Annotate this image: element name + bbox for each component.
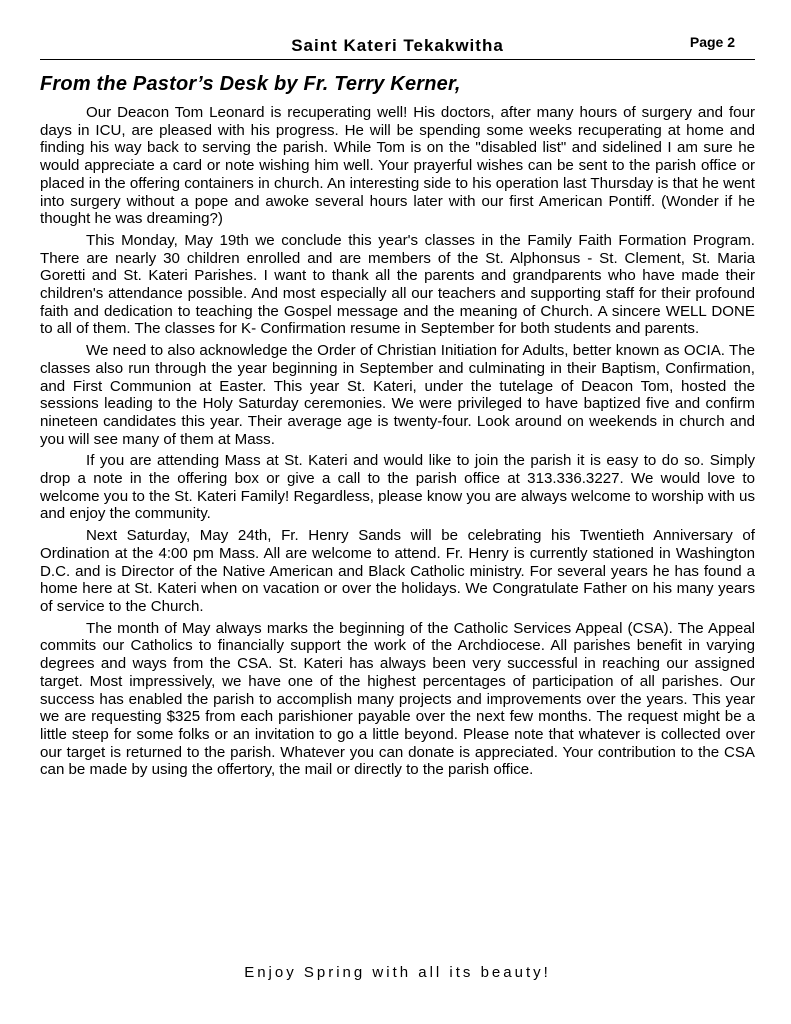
paragraph-csa-appeal: The month of May always marks the beginning of the Catholic Services Appeal (CSA). The Appeal commits our Catholics to financially support the work of the Archdiocese. All parishes benefit in varying degrees and ways from the CSA. St. Kateri has always been very successful in reaching our assigned target. Most impressively, we have one of the highest percentages of participation of all parishes. Our success has enabled the parish to accomplish many projects and improvements over the years. This year we are requesting $325 from each parishioner payable over the next few months. The request might be a little steep for some folks or an invitation to go a little beyond. Please note that whatever is collected over our target is returned to the parish. Whatever you can donate is appreciated. Your contribution to the CSA can be made by using the offertory, the mail or directly to the parish office. [40,619,755,779]
paragraph-ordination-anniversary: Next Saturday, May 24th, Fr. Henry Sands will be celebrating his Twentieth Anniversary of Ordination at the 4:00 pm Mass. All are welcome to attend. Fr. Henry is currently stationed in Washington D.C. and is Director of the Native American and Black Catholic ministry. For several years he has found a home here at St. Kateri when on vacation or over the holidays. We Congratulate Father on his many years of service to the Church. [40,527,755,615]
page-header [40,30,755,60]
paragraph-deacon-recovery: Our Deacon Tom Leonard is recuperating well! His doctors, after many hours of surgery and four days in ICU, are pleased with his progress. He will be spending some weeks recuperating at home and finding his way back to serving the parish. While Tom is on the "disabled list" and sidelined I am sure he would appreciate a card or note wishing him well. Your prayerful wishes can be sent to the parish office or placed in the offering containers in church. An interesting side to his operation last Thursday is that he went into surgery without a pope and awoke several hours later with our first American Pontiff. (Wonder if he thought he was dreaming?) [40,104,755,228]
newsletter-title: Saint Kateri Tekakwitha [291,36,504,55]
article-heading: From the Pastor’s Desk by Fr. Terry Kerner, [40,73,461,95]
paragraph-ocia: We need to also acknowledge the Order of Christian Initiation for Adults, better known as OCIA. The classes also run through the year beginning in September and culminating in their Baptism, Confirmation, and First Communion at Easter. This year St. Kateri, under the tutelage of Deacon Tom, hosted the sessions leading to the Holy Saturday ceremonies. We were privileged to have baptized five and confirm nineteen candidates this year. Their average age is twenty-four. Look around on weekends in church and you will see many of them at Mass. [40,342,755,448]
header-divider [40,59,755,60]
page-number: Page 2 [689,34,735,50]
article-body [40,104,755,783]
paragraph-faith-formation: This Monday, May 19th we conclude this year's classes in the Family Faith Formation Program. There are nearly 30 children enrolled and are members of the St. Alphonsus - St. Clement, St. Maria Goretti and St. Kateri Parishes. I want to thank all the parents and grandparents who have made their children's attendance possible. And most especially all our teachers and supporting staff for their profound faith and dedication to teaching the Gospel message and the meaning of Church. A sincere WELL DONE to all of them. The classes for K- Confirmation resume in September for both students and parents. [40,231,755,338]
closing-line: Enjoy Spring with all its beauty! [244,964,551,981]
paragraph-join-parish: If you are attending Mass at St. Kateri and would like to join the parish it is easy to do so. Simply drop a note in the offering box or give a call to the parish office at 313.336.3227. We would love to welcome you to the St. Kateri Family! Regardless, please know you are always welcome to worship with us and enjoy the community. [40,452,755,523]
